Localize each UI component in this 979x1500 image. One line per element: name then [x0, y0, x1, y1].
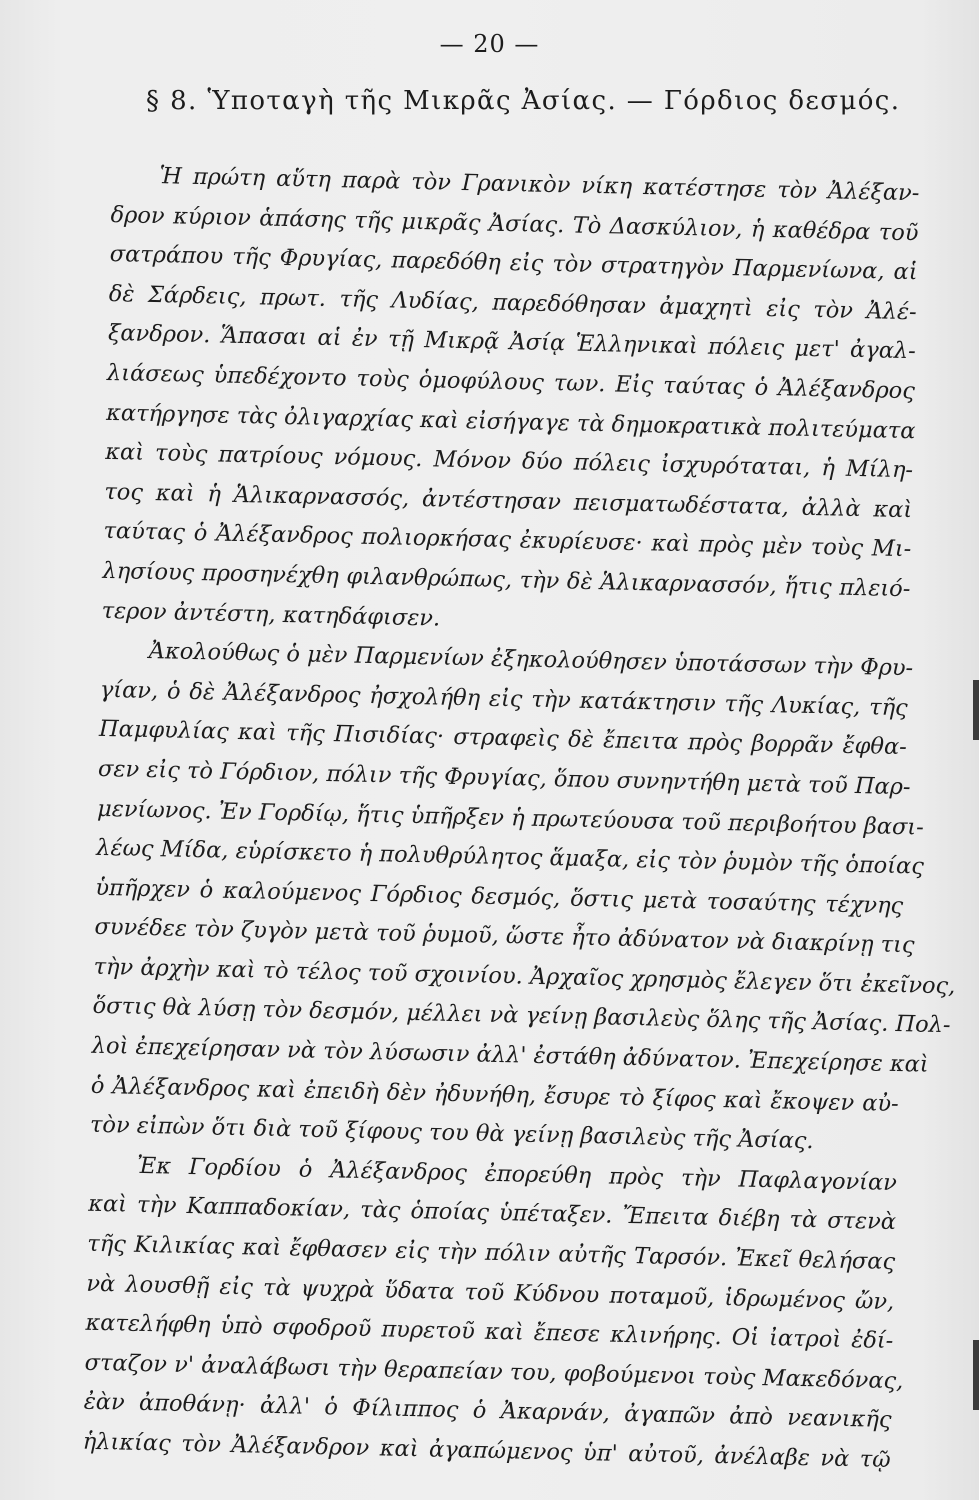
text-line: ἐὰν ἀποθάνῃ· ἀλλ' ὁ Φίλιππος ὁ Ἀκαρνάν, ἀγαπῶν ἀπὸ νεανικῆς [83, 1389, 892, 1434]
text-line: σεν εἰς τὸ Γόρδιον, πόλιν τῆς Φρυγίας, ὅπου συνηντήθη μετὰ τοῦ Παρ- [97, 755, 911, 801]
text-line: συνέδεε τὸν ζυγὸν μετὰ τοῦ ῥυμοῦ, ὥστε ἦτο ἀδύνατον νὰ διακρίνῃ τις [94, 914, 915, 959]
text-line: τος καὶ ἡ Ἁλικαρνασσός, ἀντέστησαν πεισματωδέστατα, ἀλλὰ καὶ [104, 478, 913, 523]
text-line: λιάσεως ὑπεδέχοντο τοὺς ὁμοφύλους των. Εἰς ταύτας ὁ Ἀλέξανδρος [106, 359, 916, 405]
text-line: τὴν ἀρχὴν καὶ τὸ τέλος τοῦ σχοινίου. Ἀρχαῖος χρησμὸς ἔλεγεν ὅτι ἐκεῖνος, [93, 953, 956, 1000]
text-line: ξανδρον. Ἅπασαι αἱ ἐν τῇ Μικρᾷ Ἀσίᾳ Ἑλληνικαὶ πόλεις μετ' ἀγαλ- [107, 320, 917, 365]
body-text [82, 156, 956, 1481]
text-line: ὁ Ἀλέξανδρος καὶ ἐπειδὴ δὲν ἠδυνήθη, ἔσυρε τὸ ξίφος καὶ ἔκοψεν αὐ- [90, 1072, 899, 1117]
page-number: — 20 — [439, 30, 540, 58]
text-line: λοὶ ἐπεχείρησαν νὰ τὸν λύσωσιν ἀλλ' ἐστάθη ἀδύνατον. Ἐπεχείρησε καὶ [91, 1032, 929, 1078]
text-line: δρον κύριον ἁπάσης τῆς μικρᾶς Ἀσίας. Τὸ Δασκύλιον, ἡ καθέδρα τοῦ [110, 201, 919, 246]
text-line: Παμφυλίας καὶ τῆς Πισιδίας· στραφεὶς δὲ ἔπειτα πρὸς βορρᾶν ἔφθα- [98, 716, 908, 761]
text-line: ὅστις θὰ λύσῃ τὸν δεσμόν, μέλλει νὰ γείνῃ βασιλεὺς ὅλης τῆς Ἀσίας. Πολ- [92, 993, 951, 1039]
text-line: σταζον ν' ἀναλάβωσι τὴν θεραπείαν του, φοβούμενοι τοὺς Μακεδόνας, [84, 1349, 904, 1395]
text-line: Ἡ πρώτη αὕτη παρὰ τὸν Γρανικὸν νίκη κατέστησε τὸν Ἀλέξαν- [159, 163, 920, 207]
text-line: Ἀκολούθως ὁ μὲν Παρμενίων ἐξηκολούθησεν ὑποτάσσων τὴν Φρυ- [148, 638, 914, 682]
text-line: κατήργησε τὰς ὀλιγαρχίας καὶ εἰσήγαγε τὰ δημοκρατικὰ πολιτεύματα [105, 399, 916, 444]
text-line: μενίωνος. Ἐν Γορδίῳ, ἥτις ὑπῆρξεν ἡ πρωτεύουσα τοῦ περιβοήτου βασι- [96, 795, 925, 841]
text-line: νὰ λουσθῇ εἰς τὰ ψυχρὰ ὕδατα τοῦ Κύδνου ποταμοῦ, ἱδρωμένος ὤν, [86, 1270, 895, 1315]
text-line: ὑπῆρχεν ὁ καλούμενος Γόρδιος δεσμός, ὅστις μετὰ τοσαύτης τέχνης [95, 874, 904, 919]
scan-edge-mark [973, 1340, 979, 1410]
text-line: ταύτας ὁ Ἀλέξανδρος πολιορκήσας ἐκυρίευσε· καὶ πρὸς μὲν τοὺς Μι- [103, 518, 912, 563]
section-heading: § 8. Ὑποταγὴ τῆς Μικρᾶς Ἀσίας. — Γόρδιος δεσμός. [146, 86, 901, 116]
text-line: κατελήφθη ὑπὸ σφοδροῦ πυρετοῦ καὶ ἔπεσε κλινήρης. Οἱ ἰατροὶ ἐδί- [85, 1309, 894, 1355]
text-line: καὶ τοὺς πατρίους νόμους. Μόνον δύο πόλεις ἰσχυρόταται, ἡ Μίλη- [104, 439, 914, 484]
text-line: λέως Μίδα, εὑρίσκετο ἡ πολυθρύλητος ἅμαξα, εἰς τὸν ῥυμὸν τῆς ὁποίας [96, 834, 925, 880]
text-line: σατράπου τῆς Φρυγίας, παρεδόθη εἰς τὸν στρατηγὸν Παρμενίωνα, αἱ [109, 241, 918, 286]
text-line: Ἐκ Γορδίου ὁ Ἀλέξανδρος ἐπορεύθη πρὸς τὴν Παφλαγονίαν [136, 1152, 898, 1196]
text-line: ἡλικίας τὸν Ἀλέξανδρον καὶ ἀγαπώμενος ὑπ' αὐτοῦ, ἀνέλαβε νὰ τῷ [82, 1428, 891, 1473]
text-line: τῆς Κιλικίας καὶ ἔφθασεν εἰς τὴν πόλιν αὐτῆς Ταρσόν. Ἐκεῖ θελήσας [87, 1230, 896, 1276]
text-line: καὶ τὴν Καππαδοκίαν, τὰς ὁποίας ὑπέταξεν. Ἔπειτα διέβη τὰ στενὰ [87, 1191, 897, 1236]
scan-edge-mark [973, 680, 979, 740]
text-line: τὸν εἰπὼν ὅτι διὰ τοῦ ξίφους του θὰ γείνῃ βασιλεὺς τῆς Ἀσίας. [89, 1112, 814, 1155]
text-line: τερον ἀντέστη, κατηδάφισεν. [101, 597, 441, 632]
text-line: δὲ Σάρδεις, πρωτ. τῆς Λυδίας, παρεδόθησαν ἀμαχητὶ εἰς τὸν Ἀλέ- [108, 280, 917, 326]
text-line: γίαν, ὁ δὲ Ἀλέξανδρος ἠσχολήθη εἰς τὴν κατάκτησιν τῆς Λυκίας, τῆς [99, 676, 908, 721]
text-line: λησίους προσηνέχθη φιλανθρώπως, τὴν δὲ Ἁλικαρνασσόν, ἥτις πλειό- [102, 557, 911, 603]
